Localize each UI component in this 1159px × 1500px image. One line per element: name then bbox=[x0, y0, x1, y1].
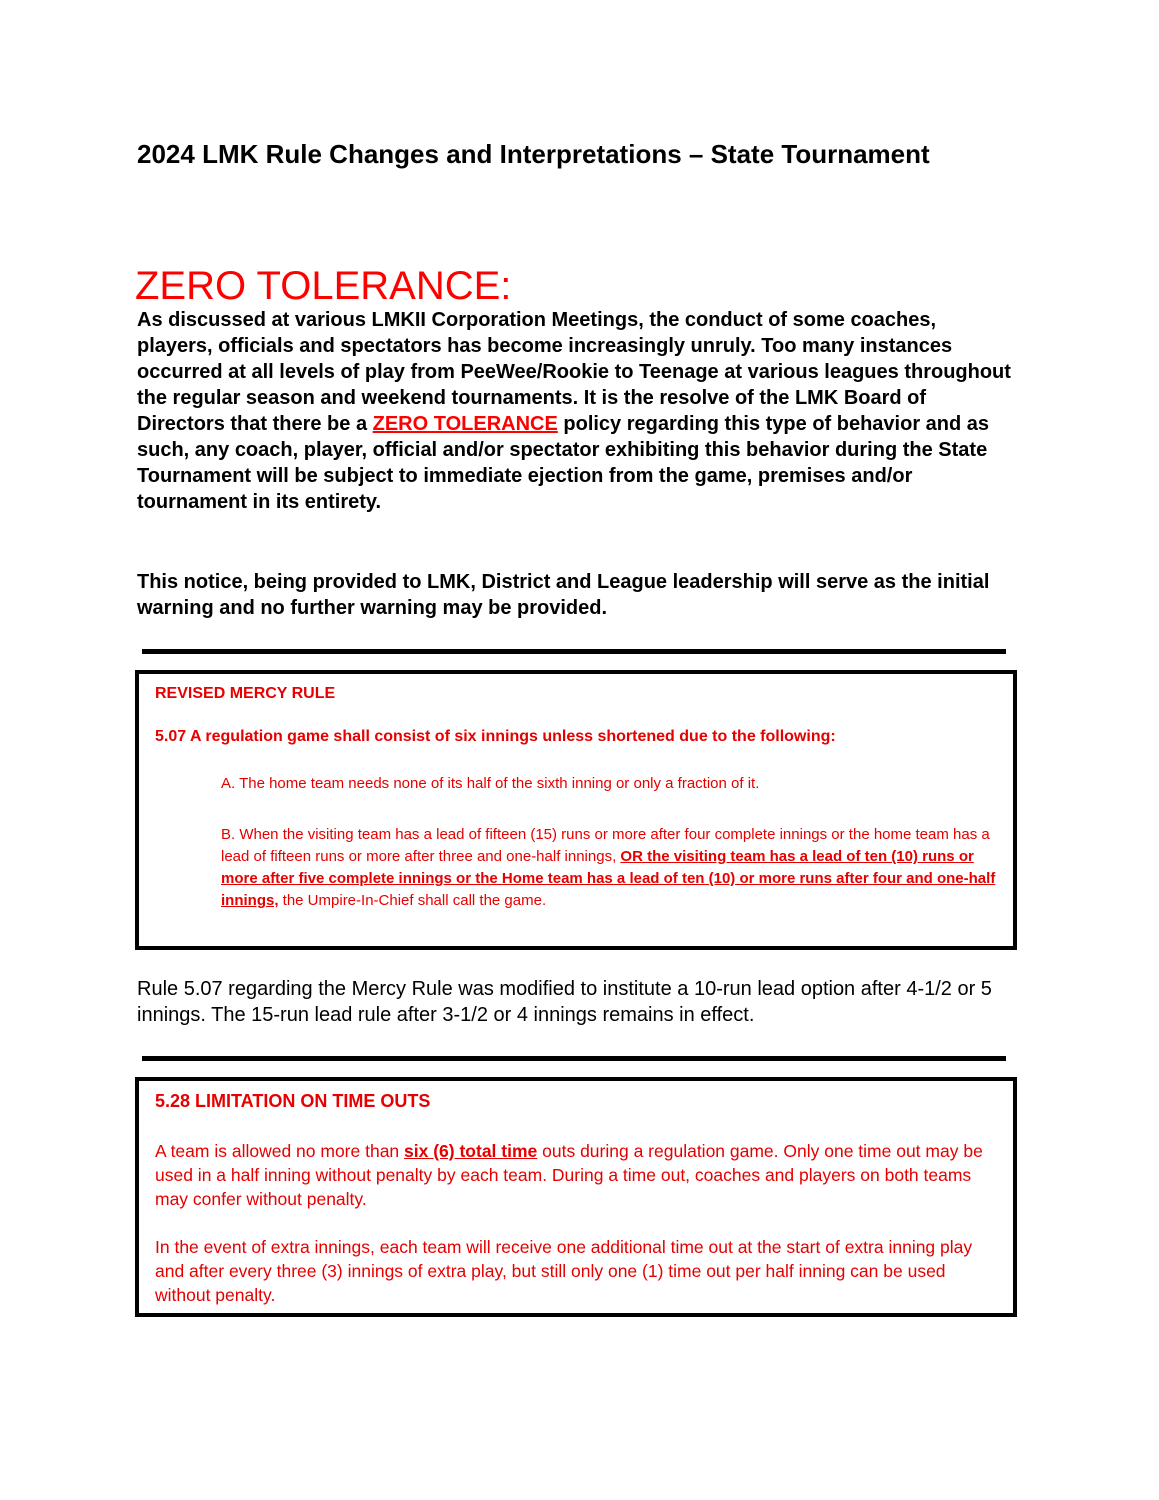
time-outs-text-end: outs during a regulation game. Only one time out may be used in a half inning without penalty by each team. During a time out, coaches and players on both teams may confer without penalty. bbox=[155, 1141, 983, 1209]
mercy-item-b-emphasis: OR the visiting team has a lead of ten (10) runs or more after five complete innings or the Home team has a lead of ten (10) or more runs after four and one-half innings, bbox=[221, 848, 996, 909]
time-outs-emphasis: six (6) total time bbox=[404, 1141, 538, 1161]
mercy-rule-box bbox=[135, 670, 1017, 950]
time-outs-box bbox=[135, 1077, 1017, 1317]
zero-tolerance-text-end: policy regarding this type of behavior and as such, any coach, player, official and/or spectator exhibiting this behavior during the State Tournament will be subject to immediate ejection from the game, premises and/or tournament in its entirety. bbox=[137, 413, 990, 513]
zero-tolerance-heading: ZERO TOLERANCE: bbox=[135, 264, 512, 308]
section-divider bbox=[142, 649, 1006, 654]
zero-tolerance-text-start: As discussed at various LMKII Corporation Meetings, the conduct of some coaches, players, officials and spectators has become increasingly unruly. Too many instances occurred at all levels of play from PeeWee/Rookie to Teenage at various leagues throughout the regular season and weekend tournaments. It is the resolve of the LMK Board of Directors that there be a bbox=[137, 309, 1011, 435]
zero-tolerance-emphasis: ZERO TOLERANCE bbox=[372, 413, 558, 435]
mercy-rule-heading: REVISED MERCY RULE bbox=[155, 685, 336, 702]
mercy-item-a: A. The home team needs none of its half of the sixth inning or only a fraction of it. bbox=[221, 775, 760, 792]
rule-507-text: 5.07 A regulation game shall consist of six innings unless shortened due to the following: bbox=[155, 728, 836, 745]
warning-notice-paragraph: This notice, being provided to LMK, District and League leadership will serve as the initial warning and no further warning may be provided. bbox=[137, 571, 990, 619]
time-outs-text-start: A team is allowed no more than bbox=[155, 1141, 405, 1161]
extra-innings-paragraph: In the event of extra innings, each team will receive one additional time out at the start of extra inning play and after every three (3) innings of extra play, but still only one (1) time out per half inning can be used without penalty. bbox=[155, 1237, 973, 1305]
mercy-item-b-start: B. When the visiting team has a lead of fifteen (15) runs or more after four complete innings or the home team has a lead of fifteen runs or more after three and one-half innings, bbox=[221, 826, 990, 865]
mercy-rule-note: Rule 5.07 regarding the Mercy Rule was modified to institute a 10-run lead option after 4-1/2 or 5 innings. The 15-run lead rule after 3-1/2 or 4 innings remains in effect. bbox=[137, 978, 992, 1026]
mercy-item-b bbox=[221, 824, 1011, 912]
time-outs-heading: 5.28 LIMITATION ON TIME OUTS bbox=[155, 1091, 431, 1111]
zero-tolerance-paragraph bbox=[137, 307, 1017, 515]
time-outs-paragraph bbox=[155, 1139, 1005, 1211]
document-title: 2024 LMK Rule Changes and Interpretations – State Tournament bbox=[137, 139, 930, 169]
section-divider bbox=[142, 1056, 1006, 1061]
mercy-item-b-end: the Umpire-In-Chief shall call the game. bbox=[278, 892, 547, 909]
